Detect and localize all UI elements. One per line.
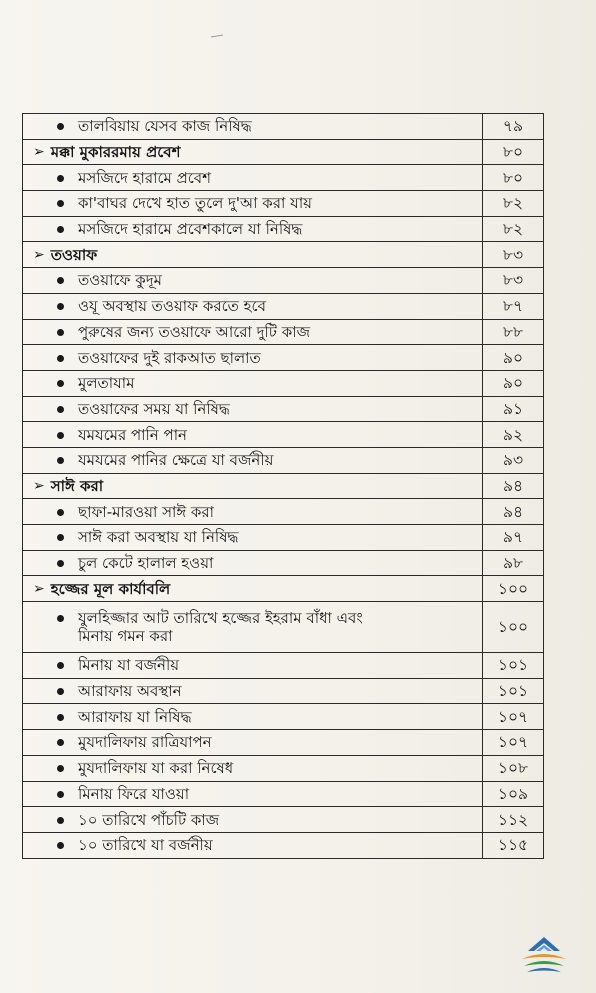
toc-entry-row <box>23 781 544 807</box>
toc-title-cell <box>23 165 483 191</box>
toc-title-cell <box>23 191 483 217</box>
toc-page-number: ৮৮ <box>483 319 544 345</box>
toc-page-number: ৮২ <box>483 216 544 242</box>
bullet-icon <box>57 432 64 439</box>
toc-title-cell <box>23 576 483 602</box>
bullet-icon <box>57 714 64 721</box>
toc-entry-title: মিনায় যা বর্জনীয় <box>78 656 180 675</box>
toc-page-number: ১০৮ <box>483 755 544 781</box>
bullet-icon <box>57 355 64 362</box>
bullet-icon <box>57 817 64 824</box>
toc-entry-title: মুলতাযাম <box>78 374 135 393</box>
toc-entry-title: হজ্জের মূল কার্যাবলি <box>50 579 171 598</box>
toc-title-cell <box>23 268 483 294</box>
toc-section-row <box>23 242 544 268</box>
toc-entry-row <box>23 216 544 242</box>
bullet-icon <box>57 615 64 622</box>
toc-entry-row <box>23 499 544 525</box>
bullet-icon <box>57 765 64 772</box>
toc-entry-row <box>23 191 544 217</box>
toc-entry-title: ছাফা-মারওয়া সাঈ করা <box>78 502 215 521</box>
toc-entry-title: তালবিয়ায় যেসব কাজ নিষিদ্ধ <box>78 117 252 136</box>
toc-entry-title: যুলহিজ্জার আট তারিখে হজ্জের ইহরাম বাঁধা এবং <box>78 609 363 628</box>
toc-entry-title: মুযদালিফায় যা করা নিষেধ <box>78 759 234 778</box>
toc-page-number: ৯০ <box>483 345 544 371</box>
toc-title-cell <box>23 499 483 525</box>
toc-entry-row <box>23 730 544 756</box>
toc-entry-title: মিনায় ফিরে যাওয়া <box>78 784 190 803</box>
toc-entry-title: পুরুষের জন্য তওয়াফে আরো দুটি কাজ <box>78 322 311 341</box>
toc-page-number: ১০৭ <box>483 704 544 730</box>
toc-entry-title: সাঈ করা <box>50 476 104 495</box>
toc-entry-row <box>23 268 544 294</box>
toc-title-cell <box>23 319 483 345</box>
toc-entry-title: চুল কেটে হালাল হওয়া <box>78 554 214 573</box>
bullet-icon <box>57 457 64 464</box>
toc-title-cell <box>23 653 483 679</box>
toc-page-number: ১০৭ <box>483 730 544 756</box>
toc-entry-row <box>23 293 544 319</box>
toc-title-cell <box>23 473 483 499</box>
toc-title-cell <box>23 525 483 551</box>
bullet-icon <box>57 123 64 130</box>
toc-title-cell <box>23 447 483 473</box>
toc-title-cell <box>23 755 483 781</box>
toc-entry-title: তওয়াফের দুই রাকআত ছালাত <box>78 348 261 367</box>
toc-page-number: ৮২ <box>483 191 544 217</box>
bullet-icon <box>57 406 64 413</box>
toc-section-row <box>23 139 544 165</box>
toc-title-cell <box>23 704 483 730</box>
toc-title-cell <box>23 730 483 756</box>
toc-entry-title: মসজিদে হারামে প্রবেশ <box>78 168 212 187</box>
table-of-contents <box>22 113 544 859</box>
toc-title-cell <box>23 242 483 268</box>
bullet-icon <box>57 200 64 207</box>
toc-entry-title: তওয়াফের সময় যা নিষিদ্ধ <box>78 399 230 418</box>
toc-entry-title: সাঈ করা অবস্থায় যা নিষিদ্ধ <box>78 528 239 547</box>
arrow-icon: ➢ <box>33 580 45 597</box>
bullet-icon <box>57 509 64 516</box>
toc-page-number: ১০০ <box>483 602 544 653</box>
toc-page-number: ৯০ <box>483 370 544 396</box>
toc-page-number: ৯৪ <box>483 499 544 525</box>
toc-page-number: ৯৮ <box>483 550 544 576</box>
toc-page-number: ১০১ <box>483 653 544 679</box>
toc-section-row <box>23 576 544 602</box>
toc-page-number: ১০০ <box>483 576 544 602</box>
toc-entry-row <box>23 525 544 551</box>
toc-entry-title: তওয়াফে কুদূম <box>78 271 162 290</box>
toc-entry-title: যমযমের পানি পান <box>78 425 188 444</box>
toc-page-number: ৯৩ <box>483 447 544 473</box>
toc-title-cell <box>23 550 483 576</box>
bullet-icon <box>57 380 64 387</box>
toc-page-number: ৯১ <box>483 396 544 422</box>
toc-title-cell <box>23 832 483 858</box>
arrow-icon: ➢ <box>33 144 45 161</box>
bullet-icon <box>57 277 64 284</box>
toc-entry-row <box>23 602 544 653</box>
toc-title-cell <box>23 678 483 704</box>
toc-entry-row <box>23 165 544 191</box>
toc-entry-title-continued: মিনায় গমন করা <box>78 627 173 646</box>
toc-entry-row <box>23 807 544 833</box>
toc-entry-row <box>23 370 544 396</box>
bullet-icon <box>57 175 64 182</box>
toc-entry-title: আরাফায় অবস্থান <box>78 682 182 701</box>
toc-page-number: ৮৩ <box>483 242 544 268</box>
toc-page-number: ৮০ <box>483 139 544 165</box>
toc-entry-row <box>23 755 544 781</box>
toc-entry-title: যমযমের পানির ক্ষেত্রে যা বর্জনীয় <box>78 451 274 470</box>
toc-title-cell <box>23 216 483 242</box>
toc-page-number: ১০১ <box>483 678 544 704</box>
toc-entry-row <box>23 345 544 371</box>
toc-entry-row <box>23 447 544 473</box>
bullet-icon <box>57 662 64 669</box>
toc-title-cell <box>23 114 483 140</box>
toc-section-row <box>23 473 544 499</box>
toc-entry-title: মুযদালিফায় রাত্রিযাপন <box>78 733 212 752</box>
toc-entry-title: মসজিদে হারামে প্রবেশকালে যা নিষিদ্ধ <box>78 220 303 239</box>
toc-page-number: ৯২ <box>483 422 544 448</box>
bullet-icon <box>57 688 64 695</box>
toc-entry-title: ওযূ অবস্থায় তওয়াফ করতে হবে <box>78 297 266 316</box>
toc-entry-row <box>23 396 544 422</box>
bullet-icon <box>57 329 64 336</box>
toc-entry-row <box>23 550 544 576</box>
toc-entry-row <box>23 704 544 730</box>
toc-title-cell <box>23 396 483 422</box>
toc-page-number: ৯৪ <box>483 473 544 499</box>
toc-entry-title: কা'বাঘর দেখে হাত তুলে দু'আ করা যায় <box>78 194 312 213</box>
bullet-icon <box>57 739 64 746</box>
toc-title-cell <box>23 602 483 653</box>
toc-page-number: ১০৯ <box>483 781 544 807</box>
toc-page-number: ৯৭ <box>483 525 544 551</box>
toc-entry-row <box>23 678 544 704</box>
toc-entry-title: ১০ তারিখে পাঁচটি কাজ <box>78 810 220 829</box>
arrow-icon: ➢ <box>33 477 45 494</box>
toc-page-number: ৮০ <box>483 165 544 191</box>
toc-entry-title: ১০ তারিখে যা বর্জনীয় <box>78 836 213 855</box>
toc-entry-title: মক্কা মুকাররমায় প্রবেশ <box>50 143 181 162</box>
toc-title-cell <box>23 293 483 319</box>
bullet-icon <box>57 842 64 849</box>
toc-page-number: ১১৫ <box>483 832 544 858</box>
toc-entry-row <box>23 422 544 448</box>
bullet-icon <box>57 560 64 567</box>
bullet-icon <box>57 534 64 541</box>
toc-page-number: ১১২ <box>483 807 544 833</box>
toc-entry-title: আরাফায় যা নিষিদ্ধ <box>78 707 192 726</box>
arrow-icon: ➢ <box>33 246 45 263</box>
toc-entry-row <box>23 319 544 345</box>
toc-title-cell <box>23 370 483 396</box>
pen-mark-icon <box>210 34 224 38</box>
bullet-icon <box>57 226 64 233</box>
toc-title-cell <box>23 807 483 833</box>
toc-page-number: ৮৩ <box>483 268 544 294</box>
toc-page-number: ৮৭ <box>483 293 544 319</box>
toc-title-cell <box>23 345 483 371</box>
toc-title-cell <box>23 139 483 165</box>
publisher-logo-icon <box>518 935 570 979</box>
toc-entry-title: তওয়াফ <box>50 245 98 264</box>
toc-title-cell <box>23 781 483 807</box>
toc-entry-row <box>23 832 544 858</box>
toc-entry-row <box>23 114 544 140</box>
toc-entry-row <box>23 653 544 679</box>
toc-page-number: ৭৯ <box>483 114 544 140</box>
bullet-icon <box>57 303 64 310</box>
bullet-icon <box>57 791 64 798</box>
toc-title-cell <box>23 422 483 448</box>
